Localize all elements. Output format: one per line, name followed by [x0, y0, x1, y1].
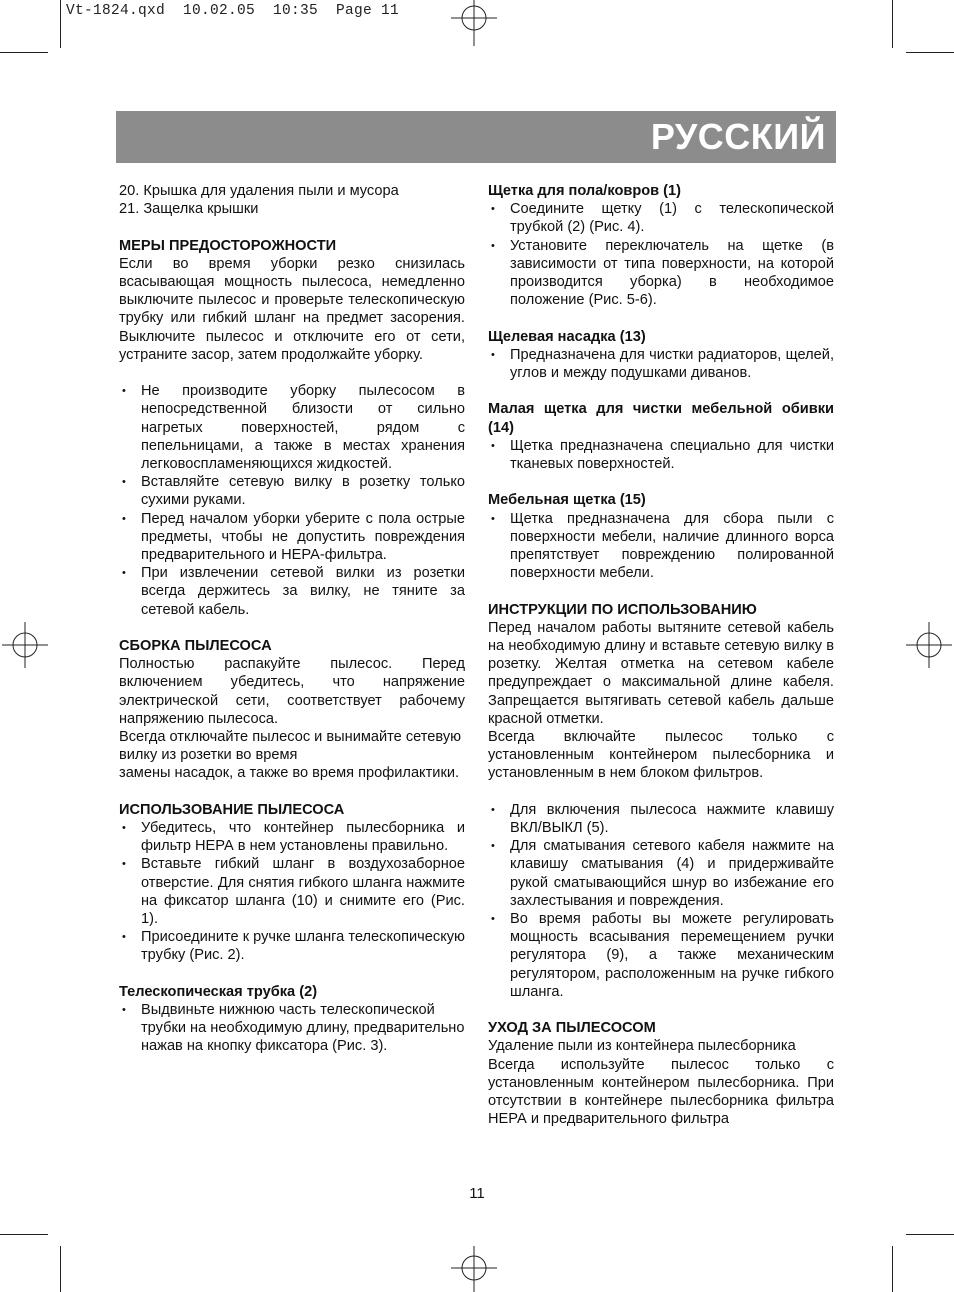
- paragraph: Перед началом работы вытяните сетевой кабель на необходимую длину и вставьте сетевую вилку в розетку. Желтая отметка на сетевом кабеле предупреждает о максимальной длине кабеля. Запрещается вытягивать сетевой кабель дальше красной отметки.: [488, 619, 834, 727]
- paragraph: Полностью распакуйте пылесос. Перед включением убедитесь, что напряжение электрической сети, соответствует рабочему напряжению пылесоса.: [119, 656, 465, 727]
- bullet-item: • Для сматывания сетевого кабеля нажмите на клавишу сматывания (4) и придерживайте рукой сматывающийся шнур во избежание его захлестывания и повреждения.: [488, 837, 834, 910]
- paragraph: замены насадок, а также во время профилактики.: [119, 765, 460, 782]
- section-heading-small-brush: Малая щетка для чистки мебельной обивки (14): [488, 401, 834, 436]
- section-heading-crevice: Щелевая насадка (13): [488, 328, 646, 345]
- crop-mark-bottom-right-h: [906, 1234, 954, 1235]
- bullet-list: [119, 819, 465, 965]
- bullet-item: • Установите переключатель на щетке (в зависимости от типа поверхности, на которой производится уборка) в необходимое положение (Рис. 5-6).: [488, 237, 834, 310]
- section-heading-floor-brush: Щетка для пола/ковров (1): [488, 183, 682, 199]
- bullet-list: [488, 510, 834, 583]
- bullet-list: [488, 200, 834, 309]
- registration-mark-right: [906, 622, 952, 668]
- bullet-list: [488, 346, 834, 382]
- printer-slug: Vt-1824.qxd 10.02.05 10:35 Page 11: [66, 3, 400, 19]
- section-heading-care: УХОД ЗА ПЫЛЕСОСОМ: [488, 1020, 656, 1037]
- bullet-item: • Предназначена для чистки радиаторов, щелей, углов и между подушками диванов.: [488, 346, 834, 382]
- page-number: 11: [469, 1185, 485, 1202]
- bullet-item: • Не производите уборку пылесосом в непосредственной близости от сильно нагретых поверхностей, рядом с пепельницами, а также в местах хранения легковоспламеняющихся жидкостей.: [119, 382, 465, 473]
- paragraph: Всегда включайте пылесос только с установленным контейнером пылесборника и установленным в нем блоком фильтров.: [488, 729, 834, 782]
- right-column: [488, 182, 834, 1128]
- bullet-item: • Присоедините к ручке шланга телескопическую трубку (Рис. 2).: [119, 928, 465, 964]
- crop-mark-top-left-h: [0, 52, 48, 53]
- bullet-item: • Выдвиньте нижнюю часть телескопической трубки на необходимую длину, предварительно нажав на кнопку фиксатора (Рис. 3).: [119, 1001, 465, 1056]
- bullet-list: [119, 1001, 465, 1056]
- crop-mark-top-left-v: [60, 0, 61, 48]
- bullet-list: [119, 382, 465, 619]
- bullet-item: • При извлечении сетевой вилки из розетки всегда держитесь за вилку, не тяните за сетевой кабель.: [119, 564, 465, 619]
- bullet-list: [488, 801, 834, 1001]
- section-heading-furniture-brush: Мебельная щетка (15): [488, 492, 646, 509]
- list-item: 20. Крышка для удаления пыли и мусора: [119, 183, 399, 199]
- left-column: [119, 182, 465, 1056]
- crop-mark-top-right-h: [906, 52, 954, 53]
- bullet-item: • Для включения пылесоса нажмите клавишу ВКЛ/ВЫКЛ (5).: [488, 801, 834, 837]
- crop-mark-top-right-v: [892, 0, 893, 48]
- language-banner: [116, 111, 836, 163]
- registration-mark-top: [451, 0, 497, 46]
- banner-title: РУССКИЙ: [650, 116, 826, 157]
- bullet-item: • Вставляйте сетевую вилку в розетку только сухими руками.: [119, 473, 465, 509]
- bullet-item: • Соедините щетку (1) с телескопической трубкой (2) (Рис. 4).: [488, 200, 834, 236]
- registration-mark-left: [2, 622, 48, 668]
- paragraph: Если во время уборки резко снизилась всасывающая мощность пылесоса, немедленно выключите пылесос и проверьте телескопическую трубку или гибкий шланг на предмет засорения. Выключите пылесос и отключите его от сети, устраните засор, затем продолжайте уборку.: [119, 255, 465, 363]
- section-heading-usage: ИСПОЛЬЗОВАНИЕ ПЫЛЕСОСА: [119, 801, 345, 818]
- crop-mark-bottom-right-v: [892, 1246, 893, 1292]
- paragraph: Всегда используйте пылесос только с установленным контейнером пылесборника. При отсутствии в контейнере пылесборника фильтра НЕРА и предварительного фильтра: [488, 1056, 834, 1128]
- bullet-list: [488, 437, 834, 473]
- section-heading-instructions: ИНСТРУКЦИИ ПО ИСПОЛЬЗОВАНИЮ: [488, 601, 757, 618]
- bullet-item: • Убедитесь, что контейнер пылесборника и фильтр НЕРА в нем установлены правильно.: [119, 819, 465, 855]
- bullet-item: • Вставьте гибкий шланг в воздухозаборное отверстие. Для снятия гибкого шланга нажмите на фиксатор шланга (10) и снимите его (Рис. 1).: [119, 855, 465, 928]
- bullet-item: • Щетка предназначена для сбора пыли с поверхности мебели, наличие длинного ворса препятствует повреждению полированной поверхности мебели.: [488, 510, 834, 583]
- bullet-item: • Щетка предназначена специально для чистки тканевых поверхностей.: [488, 437, 834, 473]
- section-heading-tube: Телескопическая трубка (2): [119, 983, 318, 1000]
- registration-mark-bottom: [451, 1246, 497, 1292]
- paragraph: Удаление пыли из контейнера пылесборника: [488, 1038, 796, 1055]
- crop-mark-bottom-left-h: [0, 1234, 48, 1235]
- list-item: 21. Защелка крышки: [119, 201, 259, 218]
- bullet-item: • Во время работы вы можете регулировать мощность всасывания перемещением ручки регулятора (9), а также механическим регулятором, расположенным на ручке гибкого шланга.: [488, 910, 834, 1001]
- section-heading-precautions: МЕРЫ ПРЕДОСТОРОЖНОСТИ: [119, 237, 337, 254]
- section-heading-assembly: СБОРКА ПЫЛЕСОСА: [119, 638, 272, 655]
- bullet-item: • Перед началом уборки уберите с пола острые предметы, чтобы не допустить повреждения предварительного и НЕРА-фильтра.: [119, 510, 465, 565]
- crop-mark-bottom-left-v: [60, 1246, 61, 1292]
- paragraph: Всегда отключайте пылесос и вынимайте сетевую вилку из розетки во время: [119, 729, 462, 764]
